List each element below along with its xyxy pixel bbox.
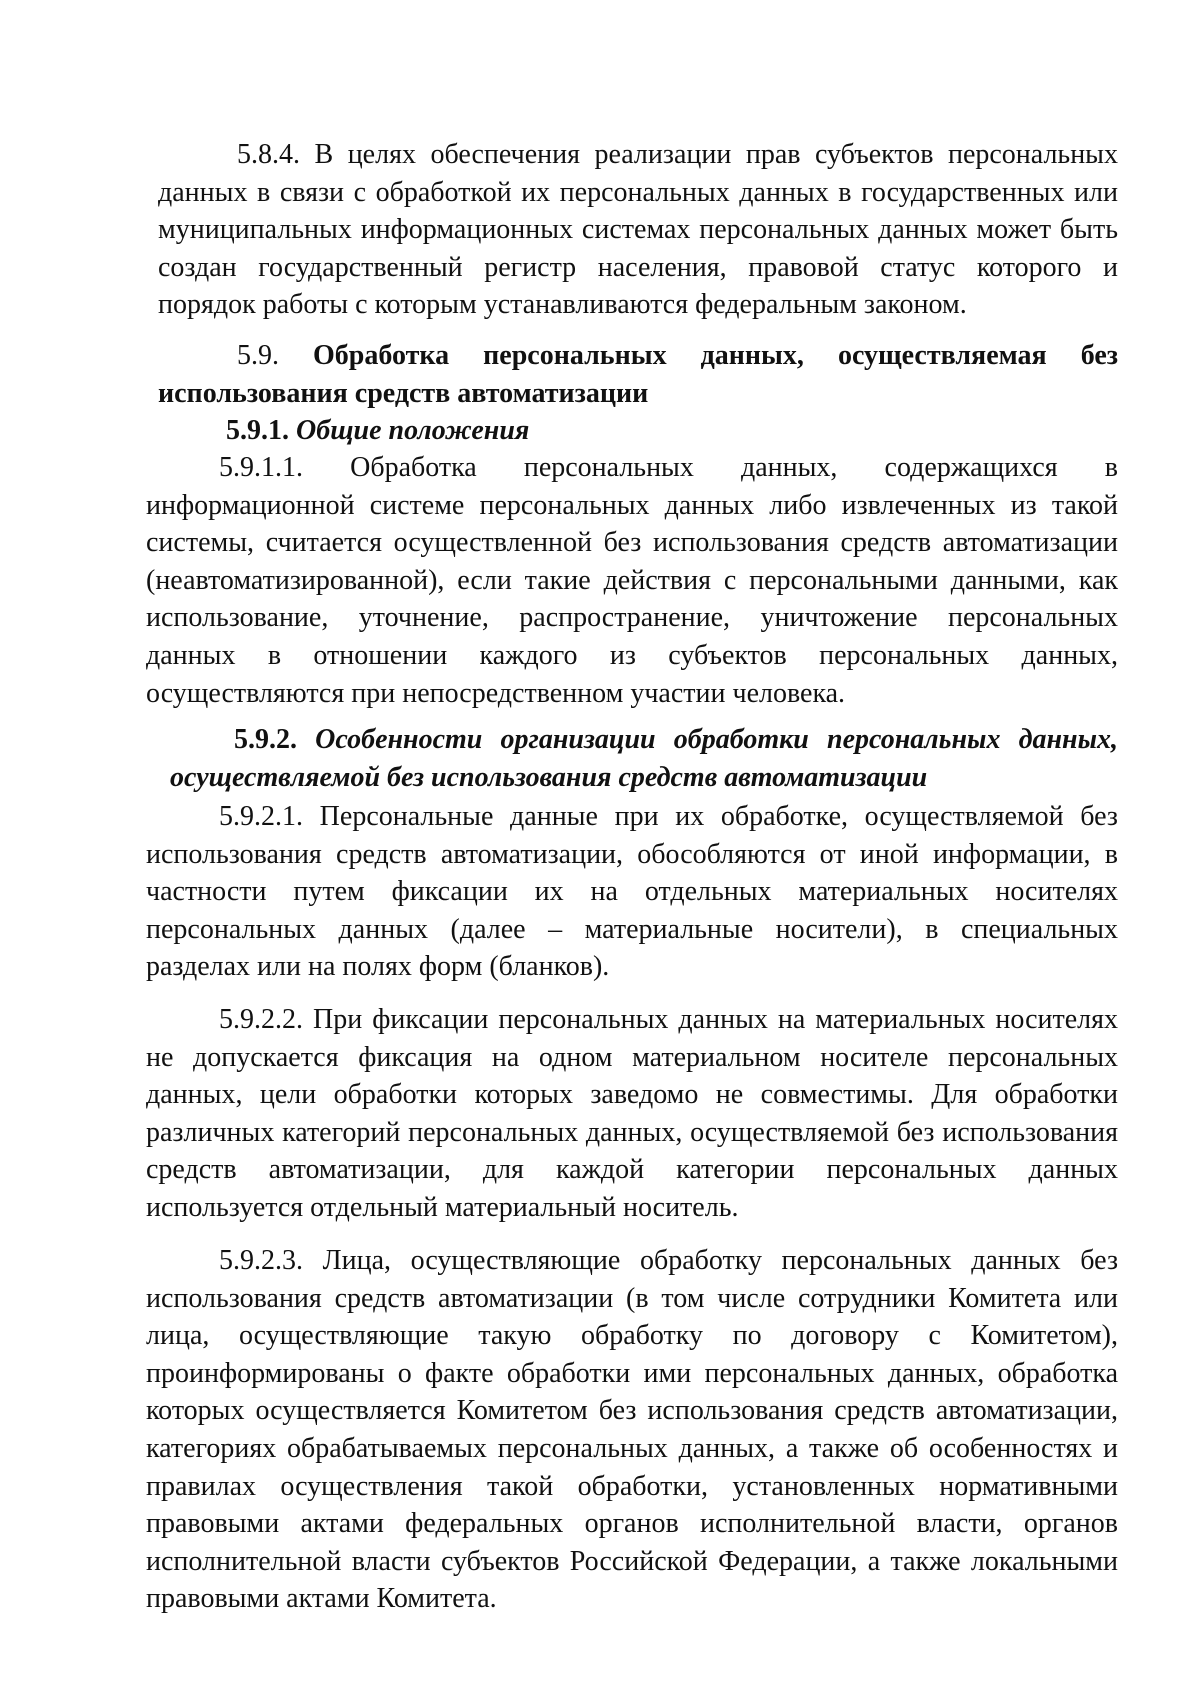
paragraph-5-9-2-2: 5.9.2.2. При фиксации персональных данных на материальных носителях не допускается фиксация на одном материальном носителе персональных данных, цели обработки которых заведомо не совместимы. Для обработки различных категорий персональных данных, осуществляемой без использования средств автоматизации, для каждой категории персональных данных используется отдельный материальный носитель. — [146, 1004, 1118, 1223]
subsection-title: Особенности организации обработки персональных данных, осуществляемой без использования средств автоматизации — [170, 724, 1118, 793]
subsection-title: Общие положения — [296, 415, 530, 446]
paragraph-5-9-2-1: 5.9.2.1. Персональные данные при их обработке, осуществляемой без использования средств автоматизации, обособляются от иной информации, в частности путем фиксации их на отдельных материальных носителях персональных данных (далее – материальные носители), в специальных разделах или на полях форм (бланков). — [146, 801, 1118, 983]
subsection-heading-5-9-1 — [158, 412, 1118, 450]
section-heading-5-9 — [158, 337, 1118, 412]
subsection-heading-5-9-2 — [170, 721, 1118, 796]
section-title: Обработка персональных данных, осуществляемая без использования средств автоматизации — [158, 340, 1118, 409]
section-number: 5.9. — [237, 340, 279, 371]
paragraph-5-8-4: 5.8.4. В целях обеспечения реализации прав субъектов персональных данных в связи с обработкой их персональных данных в государственных или муниципальных информационных системах персональных данных может быть создан государственный регистр населения, правовой статус которого и порядок работы с которым устанавливаются федеральным законом. — [158, 139, 1118, 321]
subsection-number: 5.9.1. — [226, 415, 289, 446]
paragraph-5-9-1-1: 5.9.1.1. Обработка персональных данных, содержащихся в информационной системе персональных данных либо извлеченных из такой системы, считается осуществленной без использования средств автоматизации (неавтоматизированной), если такие действия с персональными данными, как использование, уточнение, распространение, уничтожение персональных данных в отношении каждого из субъектов персональных данных, осуществляются при непосредственном участии человека. — [146, 452, 1118, 709]
paragraph-5-9-2-3: 5.9.2.3. Лица, осуществляющие обработку персональных данных без использования средств автоматизации (в том числе сотрудники Комитета или лица, осуществляющие такую обработку по договору с Комитетом), проинформированы о факте обработки ими персональных данных, обработка которых осуществляется Комитетом без использования средств автоматизации, категориях обрабатываемых персональных данных, а также об особенностях и правилах осуществления такой обработки, установленных нормативными правовыми актами федеральных органов исполнительной власти, органов исполнительной власти субъектов Российской Федерации, а также локальными правовыми актами Комитета. — [146, 1245, 1118, 1615]
subsection-number: 5.9.2. — [234, 724, 297, 755]
